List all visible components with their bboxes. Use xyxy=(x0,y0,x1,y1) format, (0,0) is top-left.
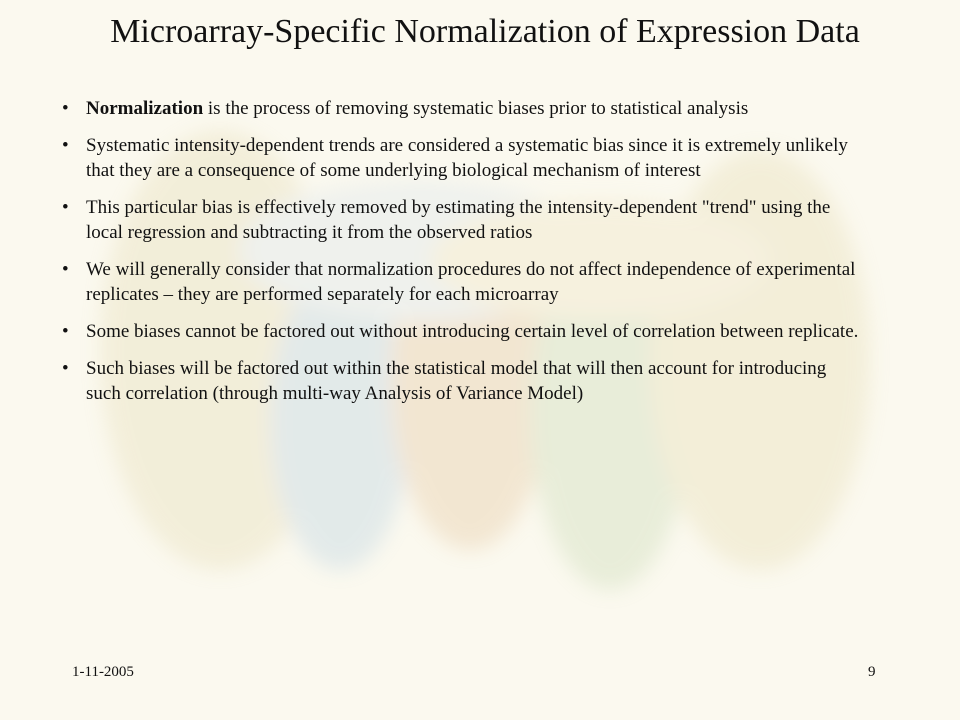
bullet-icon: • xyxy=(62,135,69,156)
bullet-text: Systematic intensity-dependent trends are considered a systematic bias since it is extremely unlikely that they are a consequence of some underlying biological mechanism of interest xyxy=(86,135,848,181)
bullet-item xyxy=(62,257,862,307)
bullet-icon: • xyxy=(62,358,69,379)
bullet-text: Some biases cannot be factored out without introducing certain level of correlation between replicate. xyxy=(86,321,859,342)
bullet-item xyxy=(62,356,862,406)
bullet-text: This particular bias is effectively removed by estimating the intensity-dependent "trend" using the local regression and subtracting it from the observed ratios xyxy=(86,197,831,243)
bullet-item xyxy=(62,319,862,344)
bullet-list xyxy=(62,96,862,418)
bullet-item xyxy=(62,96,862,121)
bullet-icon: • xyxy=(62,98,69,119)
bullet-bold-text: Normalization xyxy=(86,98,204,119)
bullet-text: We will generally consider that normalization procedures do not affect independence of experimental replicates – they are performed separately for each microarray xyxy=(86,259,856,305)
bullet-icon: • xyxy=(62,197,69,218)
bullet-item xyxy=(62,133,862,183)
bullet-icon: • xyxy=(62,321,69,342)
bullet-text: is the process of removing systematic biases prior to statistical analysis xyxy=(203,98,749,119)
slide-title: Microarray-Specific Normalization of Expression Data xyxy=(110,13,860,50)
bullet-item xyxy=(62,195,862,245)
bullet-icon: • xyxy=(62,259,69,280)
footer-date: 1-11-2005 xyxy=(72,664,134,680)
bullet-text: Such biases will be factored out within the statistical model that will then account for introducing such correlation (through multi-way Analysis of Variance Model) xyxy=(86,358,827,404)
page-number: 9 xyxy=(868,664,876,680)
